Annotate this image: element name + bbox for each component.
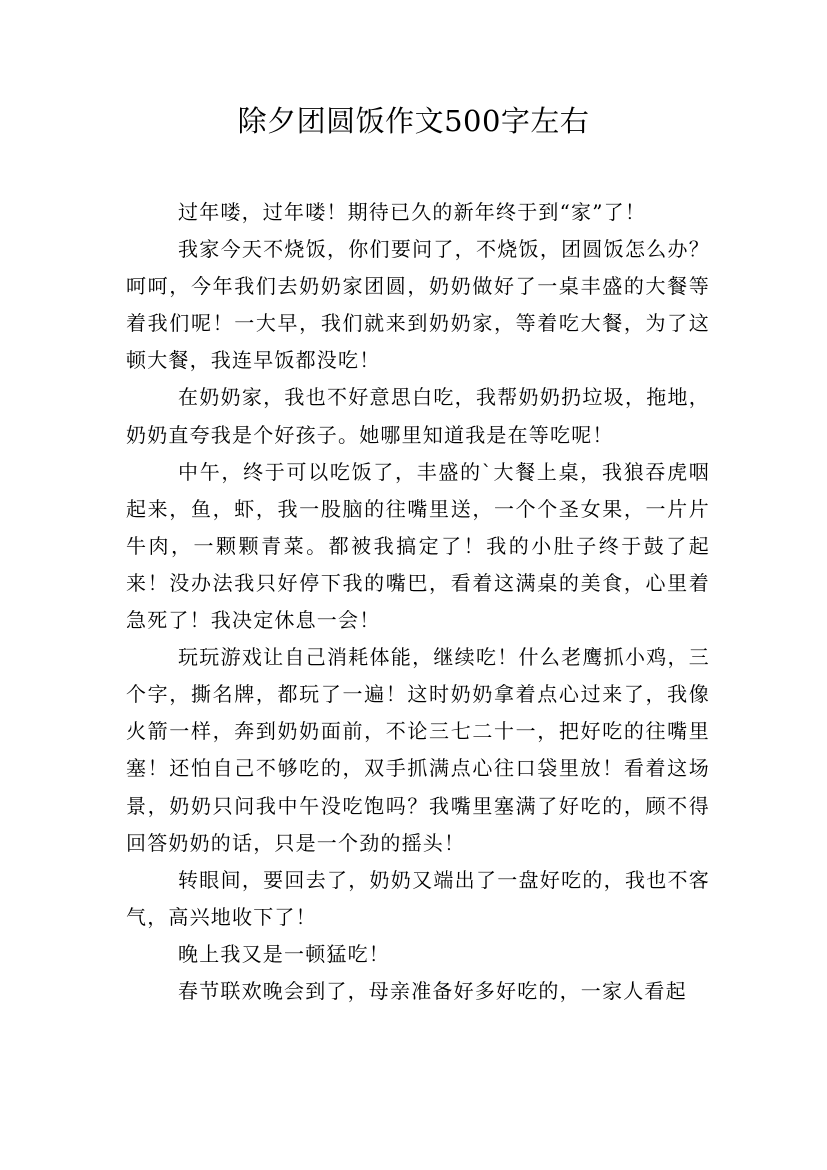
paragraph-8: 春节联欢晚会到了，母亲准备好多好吃的，一家人看起 bbox=[178, 978, 687, 1003]
paragraph-7: 晚上我又是一顿猛吃！ bbox=[178, 941, 390, 966]
paragraph-1: 过年喽，过年喽！期待已久的新年终于到“家”了！ bbox=[178, 200, 647, 224]
paragraph-5: 玩玩游戏让自己消耗体能，继续吃！什么老鹰抓小鸡，三个字，撕名牌，都玩了一遍！这时奶奶拿着点心过来了，我像火箭一样，奔到奶奶面前，不论三七二十一，把好吃的往嘴里塞！还怕自己不够吃的，双手抓满点心往口袋里放！看着这场景，奶奶只问我中午没吃饱吗？我嘴里塞满了好吃的，顾不得回答奶奶的话，只是一个劲的摇头！ bbox=[126, 645, 710, 855]
essay-body bbox=[126, 194, 710, 1010]
paragraph-6: 转眼间，要回去了，奶奶又端出了一盘好吃的，我也不客气，高兴地收下了！ bbox=[126, 867, 710, 929]
paragraph-2: 我家今天不烧饭，你们要问了，不烧饭，团圆饭怎么办？呵呵，今年我们去奶奶家团圆，奶奶做好了一桌丰盛的大餐等着我们呢！一大早，我们就来到奶奶家，等着吃大餐，为了这顿大餐，我连早饭都没吃！ bbox=[126, 237, 710, 373]
page-title: 除夕团圆饭作文500字左右 bbox=[237, 104, 590, 138]
paragraph-3: 在奶奶家，我也不好意思白吃，我帮奶奶扔垃圾，拖地，奶奶直夸我是个好孩子。她哪里知道我是在等吃呢！ bbox=[126, 385, 710, 447]
paragraph-4: 中午，终于可以吃饭了，丰盛的`大餐上桌，我狼吞虎咽起来，鱼，虾，我一股脑的往嘴里送，一个个圣女果，一片片牛肉，一颗颗青菜。都被我搞定了！我的小肚子终于鼓了起来！没办法我只好停下我的嘴巴，看着这满桌的美食，心里着急死了！我决定休息一会！ bbox=[126, 459, 710, 633]
